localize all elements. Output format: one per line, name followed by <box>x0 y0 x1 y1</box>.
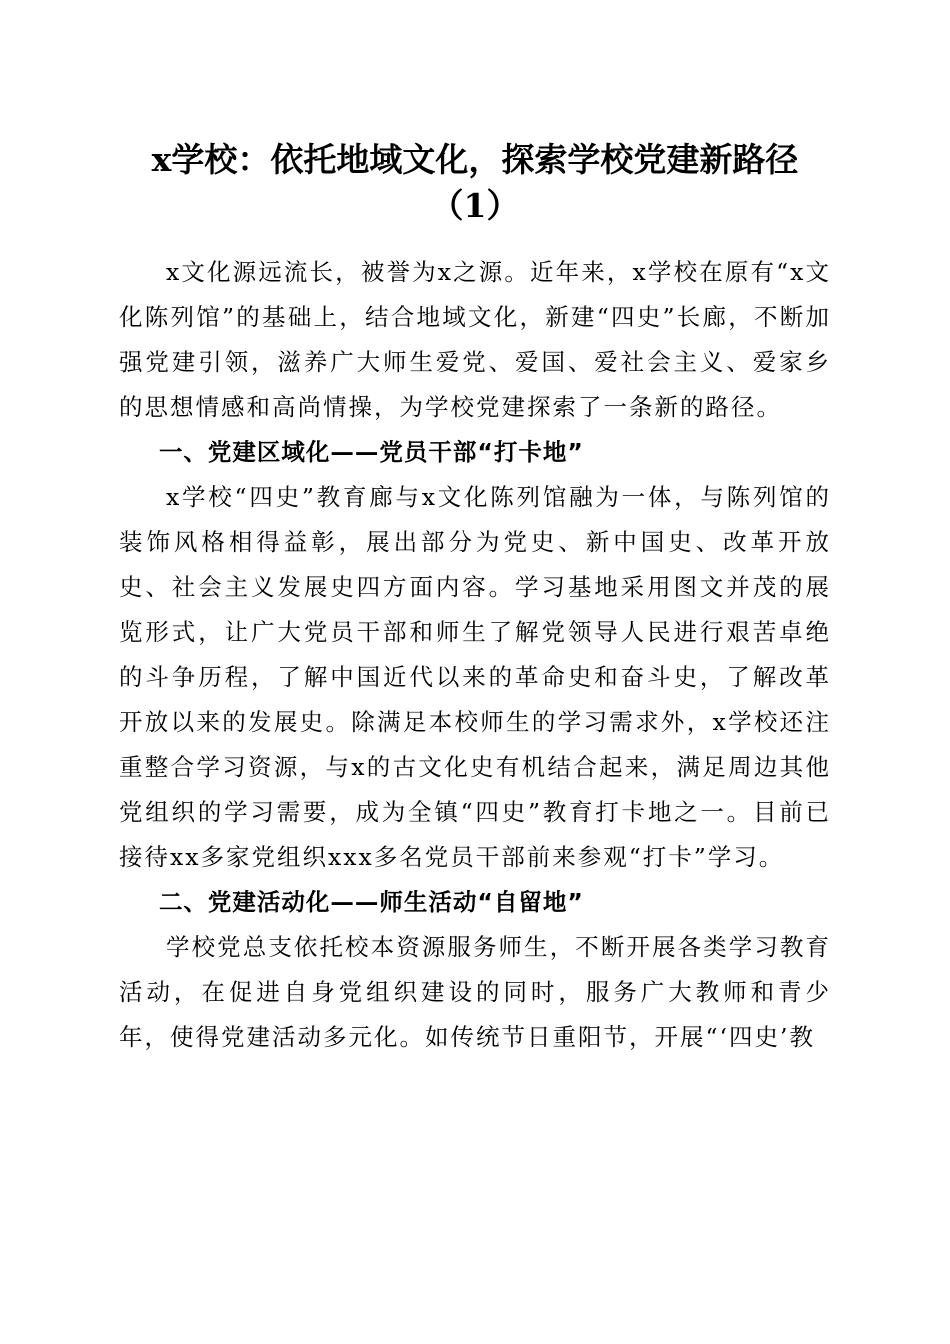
section1-paragraph: x学校“四史”教育廊与x文化陈列馆融为一体，与陈列馆的装饰风格相得益彰，展出部分为党史、新中国史、改革开放史、社会主义发展史四方面内容。学习基地采用图文并茂的展览形式，让广大党员干部和师生了解党领导人民进行艰苦卓绝的斗争历程，了解中国近代以来的革命史和奋斗史，了解改革开放以来的发展史。除满足本校师生的学习需求外，x学校还注重整合学习资源，与x的古文化史有机结合起来，满足周边其他党组织的学习需要，成为全镇“四史”教育打卡地之一。目前已接待xx多家党组织xxx多名党员干部前来参观“打卡”学习。 <box>119 483 831 871</box>
document-title-line2: （1） <box>430 186 520 225</box>
section1-heading: 一、党建区域化——党员干部“打卡地” <box>158 438 584 466</box>
section2-paragraph: 学校党总支依托校本资源服务师生，不断开展各类学习教育活动，在促进自身党组织建设的同时，服务广大教师和青少年，使得党建活动多元化。如传统节日重阳节，开展“‘四史’教 <box>119 933 831 1051</box>
document-body <box>119 250 831 1060</box>
document-title-line1: x学校：依托地域文化，探索学校党建新路径 <box>151 140 799 179</box>
section2-heading: 二、党建活动化——师生活动“自留地” <box>158 888 584 916</box>
intro-paragraph: x文化源远流长，被誉为x之源。近年来，x学校在原有“x文化陈列馆”的基础上，结合地域文化，新建“四史”长廊，不断加强党建引领，滋养广大师生爱党、爱国、爱社会主义、爱家乡的思想情感和高尚情操，为学校党建探索了一条新的路径。 <box>119 258 831 421</box>
